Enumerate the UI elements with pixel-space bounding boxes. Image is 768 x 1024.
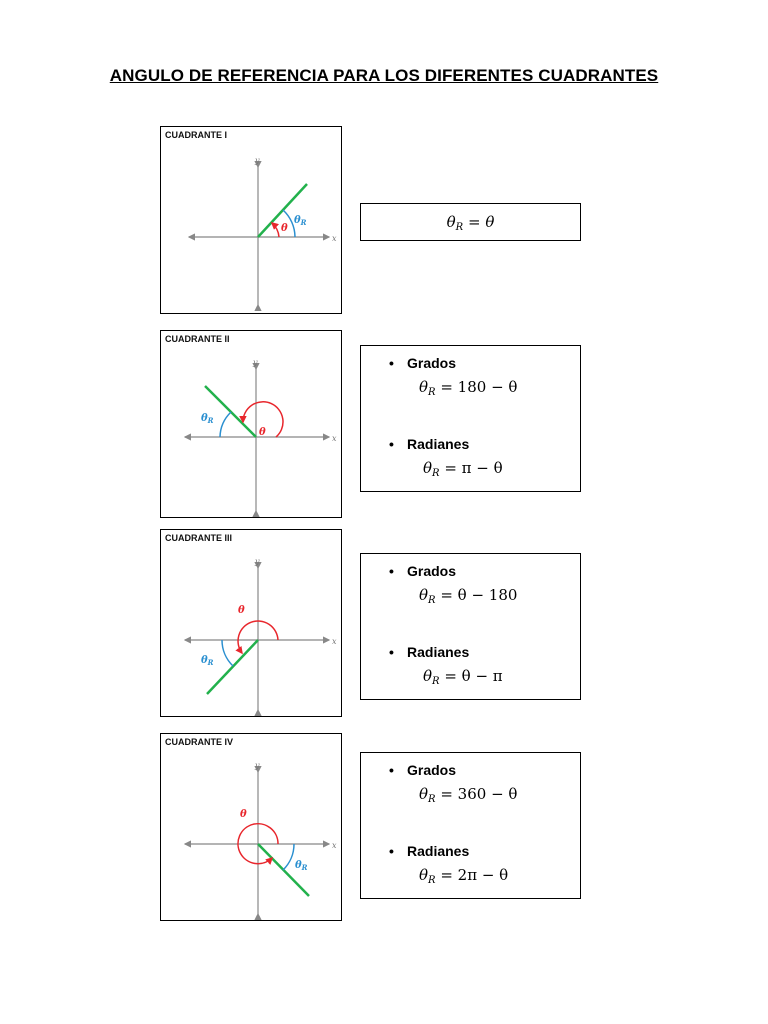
radianes-formula: $\theta_R = 2\pi - \theta$	[419, 866, 509, 886]
y-axis-label: y	[253, 358, 258, 367]
quadrant-2-graph	[161, 331, 341, 517]
quadrant-4-graph	[161, 734, 341, 920]
theta-label: θ	[240, 809, 247, 820]
quadrant-3-formula-box	[360, 553, 581, 700]
quadrant-4-label: CUADRANTE IV	[165, 737, 234, 747]
theta-r-label: $\theta_R$	[201, 413, 214, 425]
grados-bullet: • Grados	[389, 355, 457, 371]
quadrant-1-diagram	[160, 126, 342, 314]
theta-label: θ	[238, 605, 245, 616]
quadrant-3-diagram	[160, 529, 342, 717]
theta-r-label: $\theta_R$	[294, 215, 307, 227]
radianes-formula: $\theta_R = \pi - \theta$	[423, 459, 503, 479]
x-axis-label: x	[332, 234, 337, 243]
theta-r-arc	[220, 412, 231, 437]
quadrant-4-diagram	[160, 733, 342, 921]
terminal-side	[207, 640, 258, 694]
grados-formula: $\theta_R = 360 - \theta$	[419, 785, 518, 805]
quadrant-1-formula-box	[360, 203, 581, 241]
y-axis-label: y	[255, 761, 260, 770]
theta-r-arc	[222, 640, 233, 666]
grados-bullet: • Grados	[389, 563, 457, 579]
grados-bullet: • Grados	[389, 762, 457, 778]
radianes-bullet: • Radianes	[389, 843, 470, 859]
theta-label: θ	[281, 223, 288, 234]
theta-r-label: $\theta_R$	[295, 860, 308, 872]
grados-formula: $\theta_R = \theta - 180$	[419, 586, 518, 606]
quadrant-3-label: CUADRANTE III	[165, 533, 232, 543]
y-axis-label: y	[255, 156, 260, 165]
radianes-bullet: • Radianes	[389, 644, 470, 660]
quadrant-2-diagram	[160, 330, 342, 518]
theta-r-label: $\theta_R$	[201, 655, 214, 667]
page-title: ANGULO DE REFERENCIA PARA LOS DIFERENTES CUADRANTES	[109, 66, 659, 85]
quadrant-2-label: CUADRANTE II	[165, 334, 230, 344]
grados-formula: $\theta_R = 180 - \theta$	[419, 378, 518, 398]
quadrant-3-graph	[161, 530, 341, 716]
theta-label: θ	[259, 427, 266, 438]
quadrant-1-formula: $\theta_R = \theta$	[446, 213, 495, 233]
theta-arc	[272, 223, 279, 237]
quadrant-2-formula-box	[360, 345, 581, 492]
x-axis-label: x	[332, 637, 337, 646]
quadrant-4-formula-box	[360, 752, 581, 899]
quadrant-1-graph	[161, 127, 341, 313]
theta-r-arc	[283, 844, 294, 870]
x-axis-label: x	[332, 841, 337, 850]
quadrant-1-label: CUADRANTE I	[165, 130, 227, 140]
radianes-formula: $\theta_R = \theta - \pi$	[423, 667, 503, 687]
y-axis-label: y	[255, 557, 260, 566]
radianes-bullet: • Radianes	[389, 436, 470, 452]
x-axis-label: x	[332, 434, 337, 443]
